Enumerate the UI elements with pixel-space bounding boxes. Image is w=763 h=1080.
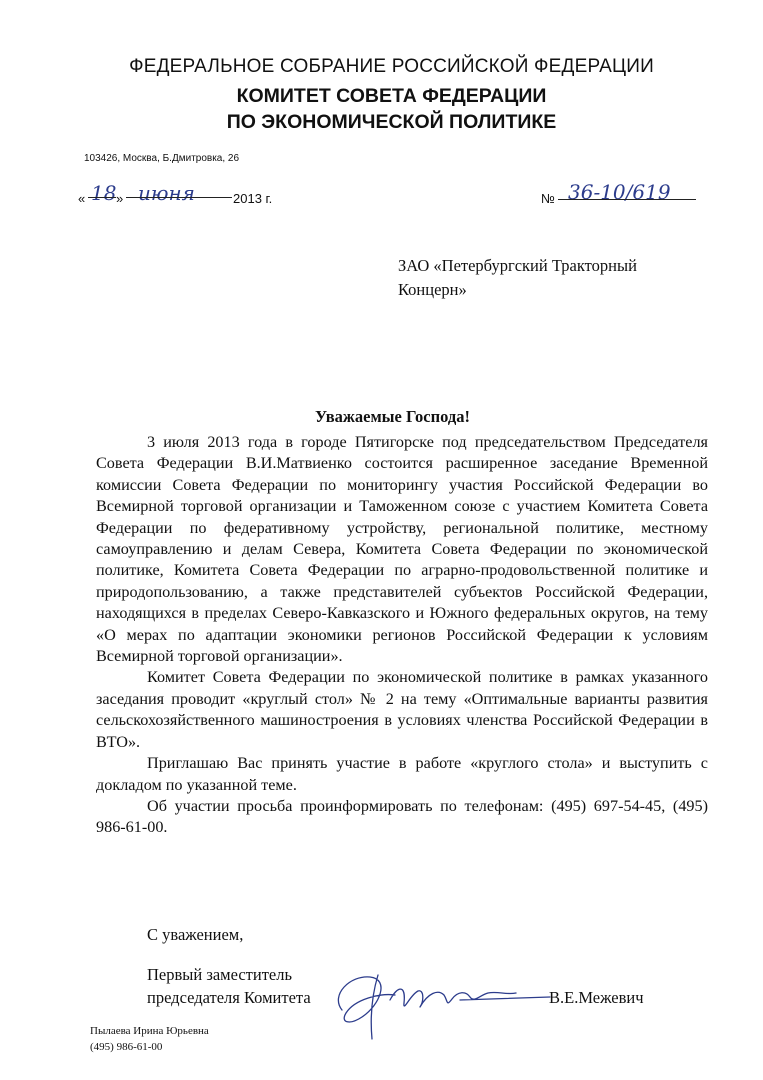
- addressee-line-1: ЗАО «Петербургский Тракторный: [398, 256, 637, 275]
- signatory-position-line-1: Первый заместитель: [147, 965, 292, 984]
- document-number: 36-10/619: [568, 180, 671, 204]
- letter-body: [96, 432, 708, 839]
- header-parliament: ФЕДЕРАЛЬНОЕ СОБРАНИЕ РОССИЙСКОЙ ФЕДЕРАЦИИ: [129, 56, 654, 77]
- date-close-quote: »: [116, 191, 124, 206]
- handwritten-signature: [320, 955, 570, 1045]
- number-label: №: [541, 191, 555, 206]
- paragraph-round-table: Комитет Совета Федерации по экономической политике в рамках указанного заседания проводит «круглый стол» № 2 на тему «Оптимальные варианты развития сельскохозяйственного машиностроения в условиях членства Российской Федерации в ВТО».: [96, 668, 708, 751]
- header-committee: КОМИТЕТ СОВЕТА ФЕДЕРАЦИИ: [236, 85, 547, 107]
- executor-name: Пылаева Ирина Юрьевна: [90, 1025, 209, 1037]
- paragraph-invitation: Приглашаю Вас принять участие в работе «круглого стола» и выступить с докладом по указанной теме.: [96, 754, 708, 794]
- addressee: [398, 254, 718, 302]
- header-committee-area: ПО ЭКОНОМИЧЕСКОЙ ПОЛИТИКЕ: [226, 111, 557, 133]
- date-day: 18: [91, 181, 117, 205]
- date-month: июня: [138, 181, 195, 205]
- executor-phone: (495) 986-61-00: [90, 1041, 163, 1053]
- salutation: Уважаемые Господа!: [314, 407, 471, 426]
- closing: С уважением,: [147, 925, 244, 944]
- signatory-name: В.Е.Межевич: [549, 988, 644, 1007]
- paragraph-invitation-context: 3 июля 2013 года в городе Пятигорске под председательством Председателя Совета Федерации В.И.Матвиенко состоится расширенное заседание Временной комиссии Совета Федерации по мониторингу участия Российской Федерации во Всемирной торговой организации и Таможенном союзе с участием Комитета Совета Федерации по федеративному устройству, региональной политике, местному самоуправлению и делам Севера, Комитета Совета Федерации по экономической политике, Комитета Совета Федерации по аграрно-продовольственной политике и природопользованию, а также представителей субъектов Российской Федерации, находящихся в пределах Северо-Кавказского и Южного федеральных округов, на тему «О мерах по адаптации экономики регионов Российской Федерации к условиям Всемирной торговой организации».: [96, 433, 708, 666]
- sender-address: 103426, Москва, Б.Дмитровка, 26: [84, 153, 240, 164]
- addressee-line-2: Концерн»: [398, 280, 467, 299]
- paragraph-contact-phones: Об участии просьба проинформировать по телефонам: (495) 697-54-45, (495) 986-61-00.: [96, 796, 708, 837]
- date-open-quote: «: [78, 191, 86, 206]
- date-day-underline: [88, 197, 116, 198]
- number-underline: [558, 199, 696, 200]
- date-number-line: [78, 180, 698, 215]
- date-year: 2013 г.: [233, 191, 273, 206]
- signatory-position-line-2: председателя Комитета: [147, 988, 311, 1007]
- date-month-underline: [126, 197, 232, 198]
